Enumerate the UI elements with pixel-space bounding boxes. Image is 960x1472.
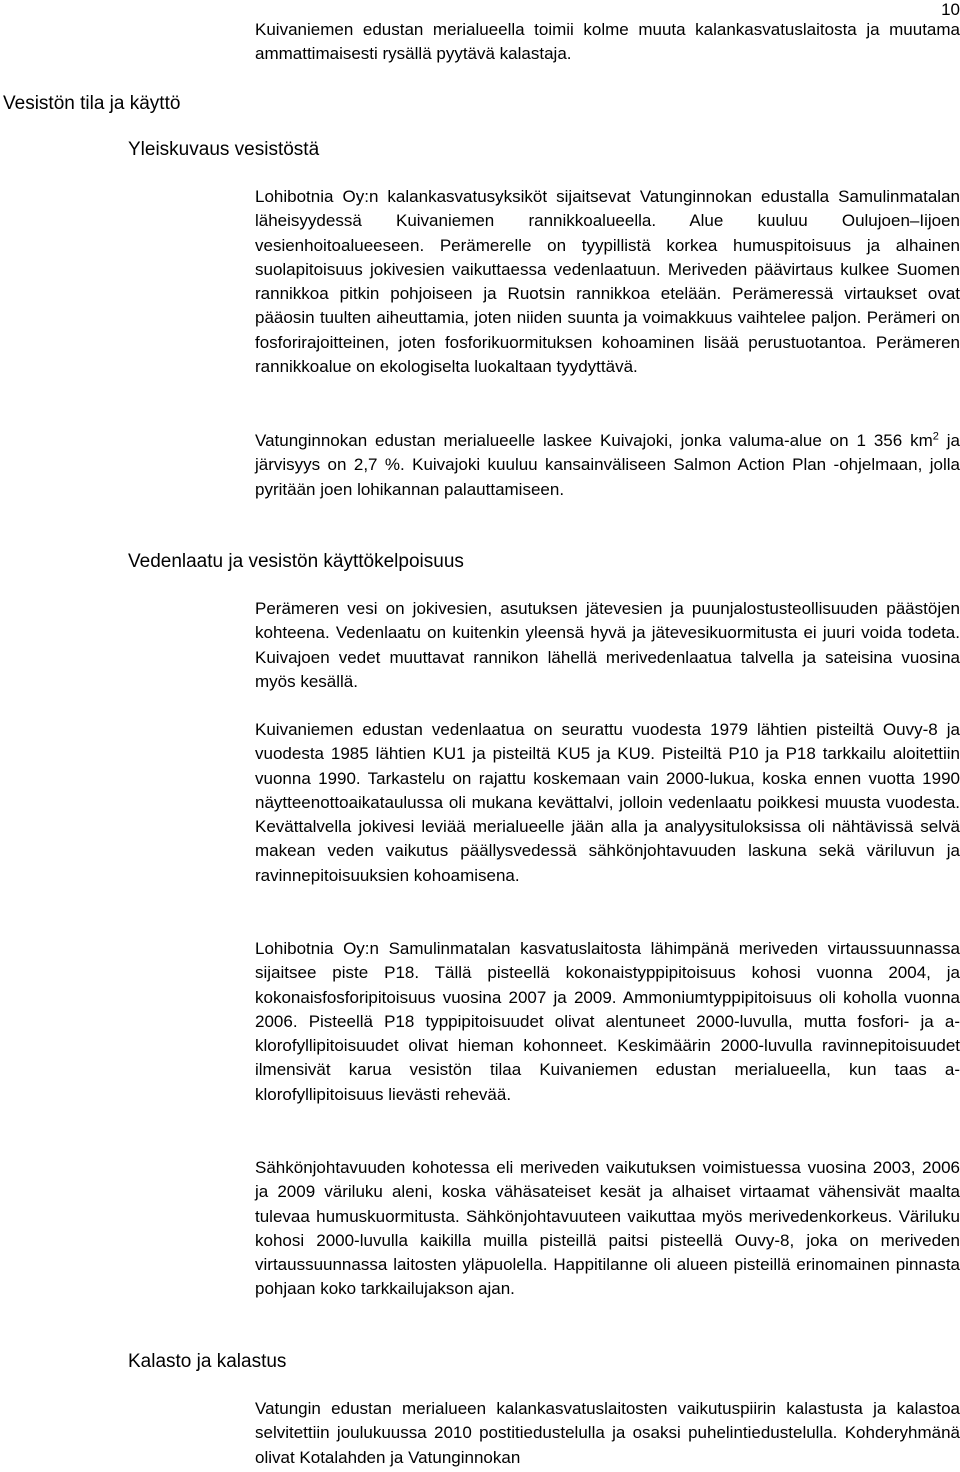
subsection-heading-kalasto: Kalasto ja kalastus bbox=[128, 1351, 287, 1372]
paragraph-yleiskuvaus-2-part2: ja järvisyys on 2,7 %. Kuivajoki kuuluu kansainväliseen Salmon Action Plan -ohjelmaan, jolla pyritään joen lohikannan palauttamiseen. bbox=[255, 431, 960, 499]
paragraph-yleiskuvaus-2-part1: Vatunginnokan edustan merialueelle laskee Kuivajoki, jonka valuma-alue on 1 356 km bbox=[255, 431, 933, 450]
paragraph-yleiskuvaus-2 bbox=[255, 429, 960, 502]
paragraph-kalasto-1: Vatungin edustan merialueen kalankasvatuslaitosten vaikutuspiirin kalastusta ja kalastoa selvitettiin joulukuussa 2010 postitiedustelulla ja osaksi puhelintiedustelulla. Kohderyhmänä olivat Kotalahden ja Vatunginnokan bbox=[255, 1399, 960, 1467]
paragraph-vedenlaatu-3: Lohibotnia Oy:n Samulinmatalan kasvatuslaitosta lähimpänä meriveden virtaussuunnassa sijaitsee piste P18. Tällä pisteellä kokonaistyppipitoisuus kohosi vuonna 2004, ja kokonaisfosforipitoisuus vuosina 2007 ja 2009. Ammoniumtyppipitoisuus oli koholla vuonna 2006. Pisteellä P18 typpipitoisuudet olivat alentuneet 2000-luvulla, mutta fosfori- ja a-klorofyllipitoisuudet olivat hieman kohonneet. Keskimäärin 2000-luvulla ravinnepitoisuudet ilmensivät karua vesistön tilaa Kuivaniemen edustan merialueella, kun taas a-klorofyllipitoisuus lievästi rehevää. bbox=[255, 939, 960, 1104]
subsection-heading-yleiskuvaus: Yleiskuvaus vesistöstä bbox=[128, 139, 320, 160]
page-number: 10 bbox=[941, 0, 960, 19]
paragraph-vedenlaatu-2: Kuivaniemen edustan vedenlaatua on seurattu vuodesta 1979 lähtien pisteiltä Ouvy-8 ja vuodesta 1985 lähtien KU1 ja pisteiltä KU5 ja KU9. Pisteiltä P10 ja P18 tarkkailu aloitettiin vuonna 1990. Tarkastelu on rajattu koskemaan vain 2000-lukua, koska ennen vuotta 1990 näytteenottoaikataulussa oli mukana kevättalvi, jolloin vedenlaatu poikkesi muusta vuodesta. Kevättalvella jokivesi leviää merialueelle jään alla ja analyysituloksissa oli nähtävissä selvä makean veden vaikutus päällysvedessä sähkönjohtavuuden laskuna sekä väriluvun ja ravinnepitoisuuksien kohoamisena. bbox=[255, 720, 960, 885]
paragraph-yleiskuvaus-1: Lohibotnia Oy:n kalankasvatusyksiköt sijaitsevat Vatunginnokan edustalla Samulinmatalan läheisyydessä Kuivaniemen rannikkoalueella. Alue kuuluu Oulujoen–Iijoen vesienhoitoalueeseen. Perämerelle on tyypillistä korkea humuspitoisuus ja alhainen suolapitoisuus jokivesien vaikuttaessa vedenlaatuun. Meriveden päävirtaus kulkee Suomen rannikkoa pitkin pohjoiseen ja Ruotsin rannikkoa etelään. Perämeressä virtaukset ovat pääosin tuulten aiheuttamia, joten niiden suunta ja voimakkuus vaihtelee paljon. Perämeri on fosforirajoitteinen, joten fosforikuormituksen kohoaminen lisää perustuotantoa. Perämeren rannikkoalue on ekologiselta luokaltaan tyydyttävä. bbox=[255, 187, 960, 377]
superscript-2: 2 bbox=[932, 430, 939, 443]
intro-paragraph: Kuivaniemen edustan merialueella toimii kolme muuta kalankasvatuslaitosta ja muutama ammattimaisesti rysällä pyytävä kalastaja. bbox=[255, 20, 960, 64]
paragraph-vedenlaatu-1: Perämeren vesi on jokivesien, asutuksen jätevesien ja puunjalostusteollisuuden päästöjen kohteena. Vedenlaatu on kuitenkin yleensä hyvä ja jätevesikuormitusta ei juuri voida todeta. Kuivajoen vedet muuttavat rannikon lähellä merivedenlaatua talvella ja sateisina vuosina myös kesällä. bbox=[255, 599, 960, 691]
paragraph-vedenlaatu-4: Sähkönjohtavuuden kohotessa eli meriveden vaikutuksen voimistuessa vuosina 2003, 2006 ja 2009 väriluku aleni, koska vähäsateiset kesät ja alhaiset virtaamat vähensivät maalta tulevaa humuskuormitusta. Sähkönjohtavuuteen vaikuttaa myös merivedenkorkeus. Väriluku kohosi 2000-luvulla kaikilla muilla pisteillä paitsi pisteellä Ouvy-8, joka on meriveden virtaussuunnassa laitosten yläpuolella. Happitilanne oli alueen pisteillä erinomainen pinnasta pohjaan koko tarkkailujakson ajan. bbox=[255, 1158, 960, 1299]
section-heading: Vesistön tila ja käyttö bbox=[3, 93, 181, 114]
subsection-heading-vedenlaatu: Vedenlaatu ja vesistön käyttökelpoisuus bbox=[128, 551, 464, 572]
